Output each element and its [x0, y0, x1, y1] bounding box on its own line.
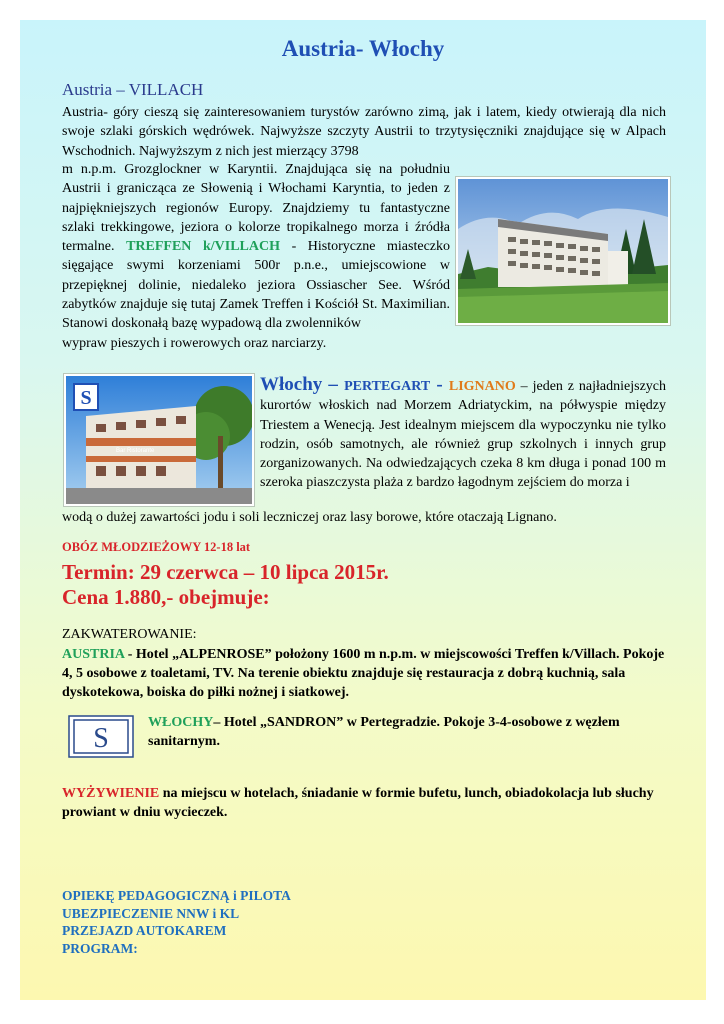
includes-item: PROGRAM:	[62, 940, 138, 956]
austria-paragraph-2-text: m n.p.m. Grozglockner w Karyntii. Znajdująca się na południu Austrii i granicząca ze Słowenią i Włochami Karyntia, to jeden z najpiękniejszych regionów Europy. Znajdziemy tu fantastyczne szlaki trekkingowe, jeziora o kolorze tropikalnego morza i źródła termalne.	[62, 162, 450, 255]
accommodation-heading-text: ZAKWATEROWANIE	[62, 627, 193, 642]
includes-item: PRZEJAZD AUTOKAREM	[62, 923, 227, 939]
austria-paragraph-2	[62, 160, 450, 353]
camp-price: Cena 1.880,- obejmuje:	[62, 585, 270, 609]
austria-paragraph-2-last: wypraw pieszych i rowerowych oraz narciarzy.	[62, 335, 327, 351]
accommodation-heading-colon: :	[192, 627, 197, 642]
italy-dash-2: -	[430, 374, 449, 395]
brochure-page	[20, 20, 706, 1000]
includes-item: UBEZPIECZENIE NNW i KL	[62, 905, 240, 921]
hotel-logo-letter: S	[80, 387, 92, 409]
austria-accommodation-text: - Hotel „ALPENROSE” położony 1600 m n.p.m. w miejscowości Treffen k/Villach. Pokoje 4, 5 osobowe z toaletami, TV. Na terenie obiektu znajduje się restauracja z dobrą kuchnią, sala dyskotekowa, boiska do piłki nożnej i siatkowej.	[62, 647, 665, 700]
italy-paragraph-text: – jeden z najładniejszych kurortów włoskich nad Morzem Adriatyckim, na półwyspie między Triestem a Wenecją. Jest idealnym miejscem dla wypoczynku nie tylko rodzin, osób samotnych, ale również grup szkolnych i innych grup zorganizowanych. Na odwiedzających czeka 8 km długa i ponad 100 m szeroka piaszczysta plaża z bardzo łagodnym zejściem do morza i	[260, 379, 667, 491]
italy-paragraph-last: wodą o dużej zawartości jodu i soli leczniczej oraz lasy borowe, które otaczają Lignano.	[62, 510, 557, 525]
beach-hotel-photo	[64, 374, 254, 506]
italy-heading: Włochy	[260, 374, 323, 395]
austria-accommodation	[62, 645, 666, 702]
austria-heading: Austria – VILLACH	[62, 80, 204, 99]
includes-list	[62, 887, 291, 957]
austria-paragraph-1: Austria- góry cieszą się zainteresowaniem turystów zarówno zimą, jak i latem, kiedy otwierają dla nich swoje szlaki górskich wędrówek. Najwyższe szczyty Austrii to trzytysięczniki znajdujące się w Alpach Wschodnich. Najwyższym z nich jest mierzący 3798	[62, 105, 666, 159]
italy-accommodation	[148, 713, 648, 751]
italy-place-pertegart: PERTEGART	[344, 379, 431, 394]
treffen-link-text: TREFFEN k/VILLACH	[126, 239, 280, 255]
sandron-logo-letter: S	[93, 723, 109, 754]
camp-dates: Termin: 29 czerwca – 10 lipca 2015r.	[62, 560, 389, 584]
sandron-logo-icon	[68, 715, 134, 758]
hotel-sign-text: Bar Ristorante	[116, 448, 155, 454]
italy-accommodation-tag: WŁOCHY	[148, 715, 214, 730]
food-section	[62, 784, 666, 822]
austria-accommodation-tag: AUSTRIA	[62, 647, 125, 662]
italy-accommodation-text: – Hotel „SANDRON” w Pertegradzie. Pokoje 3-4-osobowe z węzłem sanitarnym.	[148, 715, 620, 749]
camp-label: OBÓZ MŁODZIEŻOWY 12-18 lat	[62, 540, 251, 554]
food-tag: WYŻYWIENIE	[62, 786, 160, 801]
austria-paragraph-2-text-b: - Historyczne miasteczko sięgające swymi korzeniami 500r p.n.e., umiejscowione w przepięknej dolinie, niedaleko jeziora Ossiascher See. Wśród zabytków znajduje się tutaj Zamek Treffen i Kościół St. Maximilian. Stanowi doskonałą bazę wypadową dla zwolenników	[62, 239, 451, 332]
page-title: Austria- Włochy	[281, 36, 445, 61]
italy-dash-1: –	[322, 374, 345, 395]
italy-place-lignano: LIGNANO	[448, 379, 516, 394]
accommodation-heading	[62, 627, 197, 643]
mountain-hotel-photo	[456, 177, 670, 325]
includes-item: OPIEKĘ PEDAGOGICZNĄ i PILOTA	[62, 888, 291, 903]
food-text: na miejscu w hotelach, śniadanie w formie bufetu, lunch, obiadokolacja lub słuchy prowiant w dniu wycieczek.	[62, 786, 654, 820]
italy-paragraph	[260, 375, 666, 493]
